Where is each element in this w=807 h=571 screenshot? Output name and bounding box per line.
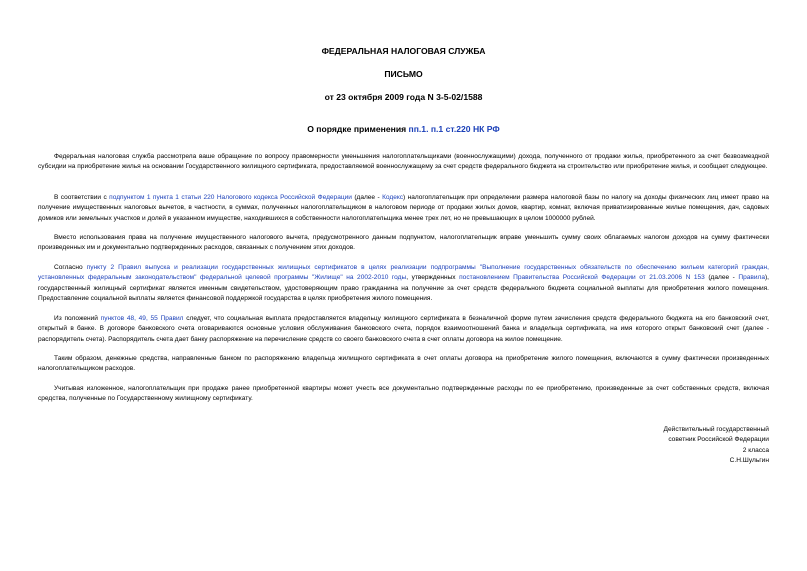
- rules-link[interactable]: Правила: [738, 274, 765, 282]
- paragraph-7: Учитывая изложенное, налогоплательщик при продаже ранее приобретенной квартиры может учесть все документально подтвержденные расходы по ее приобретению, произведенные за счет собственных средств, включая средства, полученные по Государственному жилищному сертификату.: [38, 385, 769, 403]
- tax-code-article-220-link[interactable]: подпунктом 1 пункта 1 статьи 220 Налогового кодекса Российской Федерации: [109, 194, 352, 201]
- paragraph-2: [38, 193, 769, 224]
- subject-prefix: О порядке применения: [307, 124, 409, 134]
- signature-block: [664, 425, 770, 467]
- paragraph-5: [38, 314, 769, 345]
- signature-class: 2 класса: [742, 446, 769, 454]
- rules-points-48-49-55-link[interactable]: пунктов 48, 49, 55 Правил: [100, 315, 184, 322]
- signature-rank-line-2: советник Российской Федерации: [668, 436, 769, 444]
- p2-text-1: В соответствии с: [54, 194, 110, 201]
- p4-text-1: Согласно: [54, 264, 87, 271]
- tax-code-link[interactable]: Кодекс: [382, 194, 404, 201]
- p4-text-3: (далее -: [704, 274, 739, 282]
- document-subject: [0, 124, 807, 135]
- subject-link[interactable]: пп.1. п.1 ст.220 НК РФ: [408, 124, 500, 134]
- agency-title: ФЕДЕРАЛЬНАЯ НАЛОГОВАЯ СЛУЖБА: [321, 46, 486, 56]
- p4-text-4: ), государственный жилищный сертификат является именным свидетельством, удостоверяющим право гражданина на получение за счет средств федерального бюджета социальной выплаты для приобретения жилого помещения. Предоставление социальной выплаты является финансовой поддержкой государства в целях приобретения жилого помещения.: [38, 274, 769, 303]
- document-type: ПИСЬМО: [384, 69, 423, 79]
- rules-point-2-link[interactable]: пункту 2 Правил выпуска и реализации государственных жилищных сертификатов в целях реализации подпрограммы "Выполнение государственных обязательств по обеспечению жильем категорий граждан, установленных федеральным законодательством" федеральной целевой программы "Жилище" на 2002-2010 годы: [38, 264, 769, 282]
- paragraph-1: Федеральная налоговая служба рассмотрела ваше обращение по вопросу правомерности уменьшения налогоплательщиками (военнослужащими) дохода, полученного от продажи жилья, приобретенного за счет безвозмездной субсидии на приобретение жилья на основании Государственного жилищного сертификата, предоставляемой военнослужащему за счет средств федерального бюджета на строительство или приобретение жилья, и сообщает следующее.: [38, 153, 769, 171]
- government-decree-link[interactable]: постановлением Правительства Российской Федерации от 21.03.2006 N 153: [459, 274, 705, 282]
- p2-text-3: ) налогоплательщик при определении размера налоговой базы по налогу на доходы физических лиц имеет право на получение имущественных налоговых вычетов, в частности, в суммах, полученных налогоплательщиком в налоговом периоде от продажи жилых домов, квартир, комнат, включая приватизированные жилые помещения, дач, садовых домиков или земельных участков и долей в указанном имуществе, находившихся в собственности налогоплательщика менее трех лет, но не превышающих в целом 1000000 рублей.: [38, 194, 769, 222]
- p5-text-1: Из положений: [54, 315, 101, 322]
- signature-rank-line-1: Действительный государственный: [663, 426, 769, 433]
- paragraph-4: [38, 263, 769, 305]
- document-date-number: от 23 октября 2009 года N 3-5-02/1588: [324, 92, 483, 102]
- paragraph-3: Вместо использования права на получение имущественного налогового вычета, предусмотренного данным подпунктом, налогоплательщик вправе уменьшить сумму своих облагаемых налогом доходов на сумму фактически произведенных им и документально подтвержденных расходов, связанных с получением этих доходов.: [38, 234, 769, 252]
- p4-text-2: , утвержденных: [406, 274, 460, 282]
- p2-text-2: (далее -: [351, 194, 383, 201]
- paragraph-6: Таким образом, денежные средства, направленные банком по распоряжению владельца жилищного сертификата в счет оплаты договора на приобретение жилого помещения, включаются в сумму фактически произведенных налогоплательщиком расходов.: [38, 355, 769, 373]
- p5-text-2: следует, что социальная выплата предоставляется владельцу жилищного сертификата в безналичной форме путем зачисления средств федерального бюджета на его банковский счет, открытый в банке. В договоре банковского счета оговариваются основные условия обслуживания банковского счета, порядок взаимоотношений банка и владельца сертификата, на имя которого открыт банковский счет (далее - распорядитель счета). Распорядитель счета дает банку распоряжение на перечисление средств со своего банковского счета в счет оплаты договора на жилое помещение.: [38, 315, 769, 343]
- signatory-name: С.Н.Шульгин: [729, 457, 769, 465]
